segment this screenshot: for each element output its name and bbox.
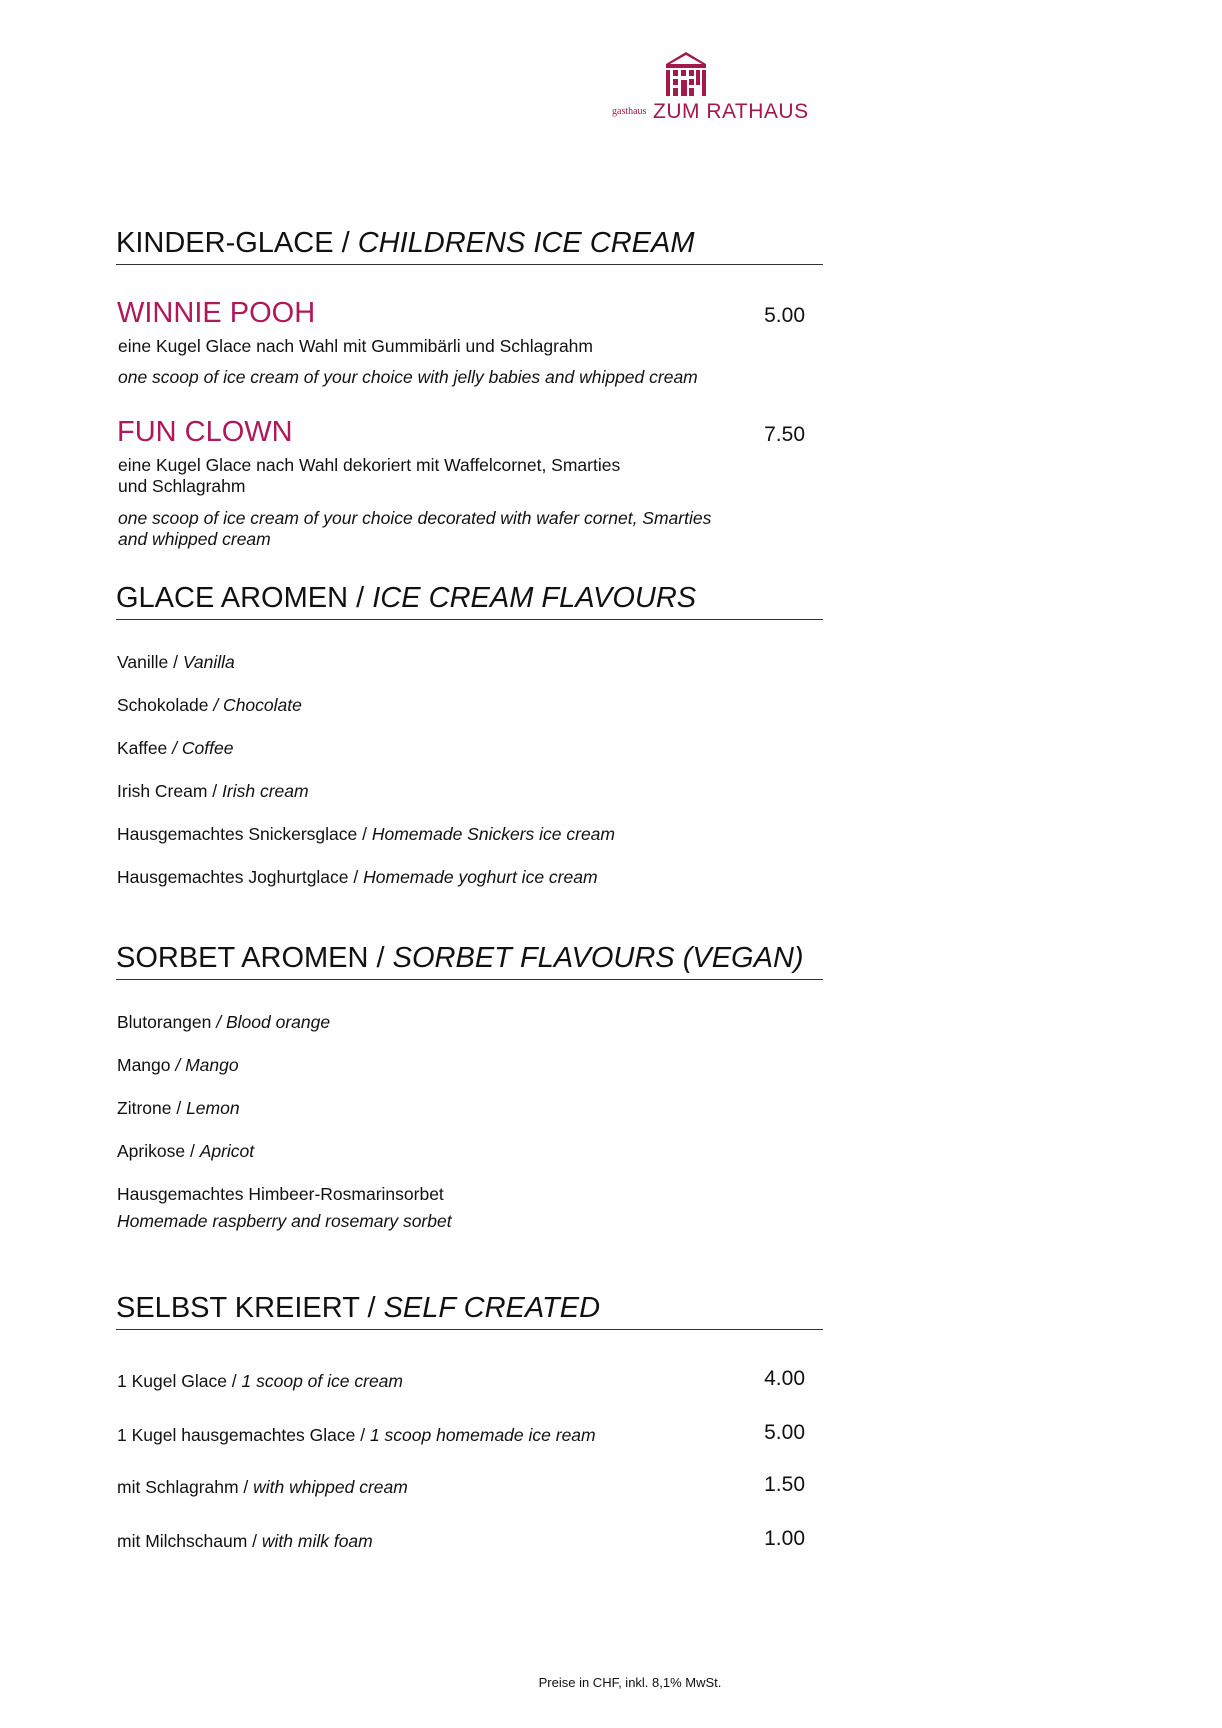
flavour-de: Blutorangen — [117, 1012, 217, 1032]
flavour-en: Homemade raspberry and rosemary sorbet — [117, 1211, 452, 1231]
flavour-item — [117, 1054, 239, 1076]
item-desc-en — [118, 508, 768, 550]
self-item — [117, 1476, 408, 1498]
self-item-en: 1 scoop of ice cream — [241, 1371, 403, 1391]
flavour-item — [117, 823, 615, 845]
flavour-en: / Chocolate — [213, 695, 302, 715]
flavour-item — [117, 651, 235, 673]
flavour-en: Homemade Snickers ice cream — [371, 824, 615, 844]
self-item-price: 1.00 — [764, 1527, 805, 1550]
footer-note — [0, 1675, 1222, 1690]
self-item — [117, 1370, 403, 1392]
item-title-winnie-pooh: WINNIE POOH — [117, 297, 316, 329]
logo-small-text: gasthaus — [612, 106, 647, 117]
flavour-item — [117, 1097, 240, 1119]
flavour-item — [117, 1183, 452, 1232]
flavour-item — [117, 1011, 330, 1033]
self-item-de: 1 Kugel Glace / — [117, 1371, 242, 1391]
flavour-de: Vanille / — [117, 652, 183, 672]
flavour-en: / Blood orange — [216, 1012, 331, 1032]
flavour-item — [117, 866, 598, 888]
self-item-price: 1.50 — [764, 1473, 805, 1496]
logo-main-text: ZUM RATHAUS — [653, 100, 809, 123]
item-price: 5.00 — [764, 304, 805, 327]
self-item-en: with whipped cream — [253, 1477, 408, 1497]
desc-line: und Schlagrahm — [118, 476, 246, 496]
self-item-de: 1 Kugel hausgemachtes Glace / — [117, 1425, 370, 1445]
flavour-de: Aprikose / — [117, 1141, 200, 1161]
item-title-fun-clown: FUN CLOWN — [117, 416, 293, 448]
self-item-de: mit Schlagrahm / — [117, 1477, 254, 1497]
self-item-price: 4.00 — [764, 1367, 805, 1390]
flavour-item — [117, 694, 302, 716]
flavour-de: Kaffee — [117, 738, 173, 758]
flavour-de: Hausgemachtes Himbeer-Rosmarinsorbet — [117, 1184, 444, 1204]
heading-de: SELBST KREIERT / — [116, 1292, 384, 1324]
flavour-en: Homemade yoghurt ice cream — [363, 867, 598, 887]
flavour-en: Apricot — [199, 1141, 255, 1161]
item-desc-de: eine Kugel Glace nach Wahl mit Gummibärli und Schlagrahm — [118, 336, 593, 356]
heading-de: SORBET AROMEN / — [116, 942, 393, 974]
section-heading-kids — [116, 226, 823, 265]
section-heading-self-created — [116, 1291, 823, 1330]
flavour-de: Schokolade — [117, 695, 214, 715]
flavour-en: Lemon — [186, 1098, 240, 1118]
flavour-de: Hausgemachtes Joghurtglace / — [117, 867, 364, 887]
flavour-en: / Coffee — [172, 738, 234, 758]
restaurant-logo — [612, 50, 812, 130]
price-note: Preise in CHF, inkl. 8,1% MwSt. — [538, 1675, 722, 1690]
flavour-de: Hausgemachtes Snickersglace / — [117, 824, 372, 844]
heading-en: SORBET FLAVOURS (VEGAN) — [392, 942, 804, 974]
self-item — [117, 1424, 596, 1446]
flavour-de: Zitrone / — [117, 1098, 187, 1118]
flavour-en: / Mango — [175, 1055, 239, 1075]
flavour-de: Irish Cream / — [117, 781, 223, 801]
item-desc-de — [118, 455, 768, 497]
item-price: 7.50 — [764, 423, 805, 446]
item-desc-en: one scoop of ice cream of your choice with jelly babies and whipped cream — [118, 367, 698, 387]
self-item-en: 1 scoop homemade ice ream — [369, 1425, 596, 1445]
flavour-en: Vanilla — [182, 652, 235, 672]
flavour-item — [117, 780, 309, 802]
desc-line: eine Kugel Glace nach Wahl dekoriert mit Waffelcornet, Smarties — [118, 455, 621, 475]
heading-de: KINDER-GLACE / — [116, 227, 358, 259]
flavour-item — [117, 1140, 254, 1162]
heading-en: ICE CREAM FLAVOURS — [372, 582, 697, 614]
building-logo-icon — [660, 50, 712, 96]
self-item — [117, 1530, 373, 1552]
flavour-en: Irish cream — [222, 781, 309, 801]
heading-de: GLACE AROMEN / — [116, 582, 373, 614]
self-item-price: 5.00 — [764, 1421, 805, 1444]
section-heading-icecream — [116, 581, 823, 620]
heading-en: CHILDRENS ICE CREAM — [357, 227, 695, 259]
self-item-en: with milk foam — [261, 1531, 373, 1551]
flavour-de: Mango — [117, 1055, 176, 1075]
desc-line: and whipped cream — [118, 529, 271, 549]
self-item-de: mit Milchschaum / — [117, 1531, 262, 1551]
flavour-item — [117, 737, 233, 759]
section-heading-sorbet — [116, 941, 823, 980]
desc-line: one scoop of ice cream of your choice decorated with wafer cornet, Smarties — [118, 508, 712, 528]
heading-en: SELF CREATED — [383, 1292, 601, 1324]
